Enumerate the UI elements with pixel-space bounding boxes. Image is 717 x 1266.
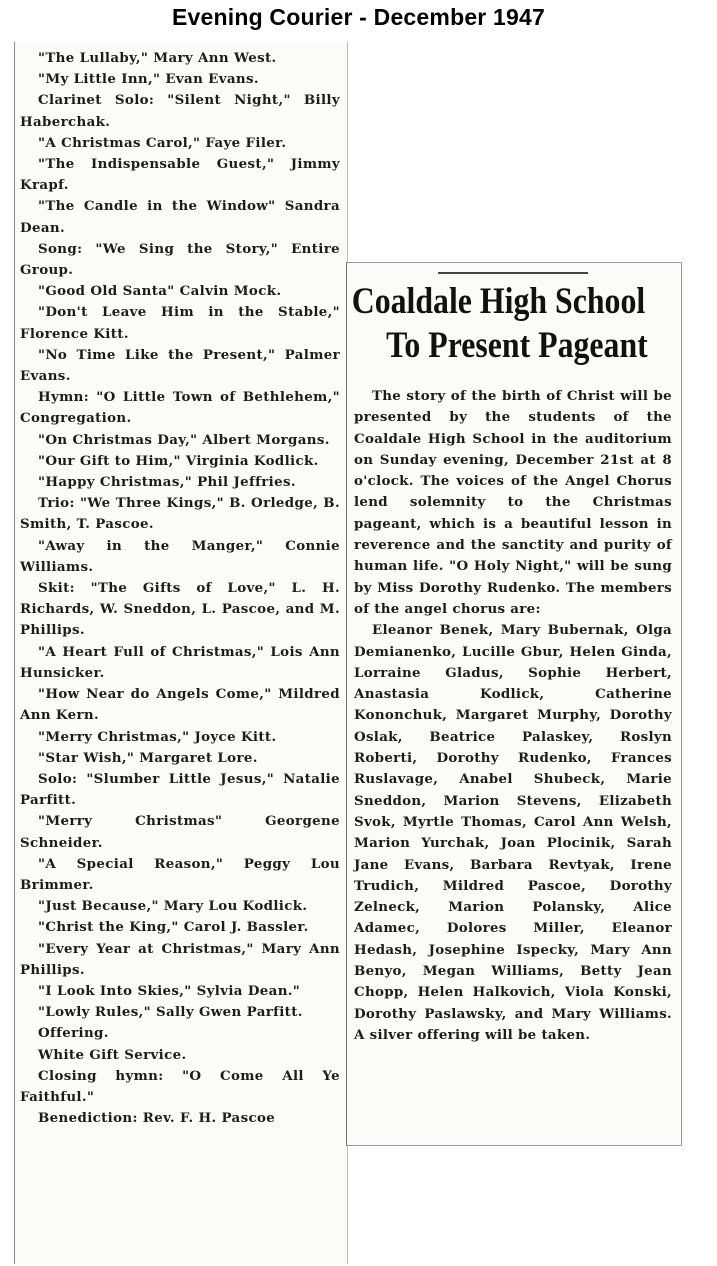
program-entry: Song: "We Sing the Story," Entire Group.: [20, 240, 340, 279]
program-entry: "Happy Christmas," Phil Jeffries.: [38, 474, 296, 491]
program-entry: Benediction: Rev. F. H. Pascoe: [38, 1110, 276, 1127]
program-entry: "Lowly Rules," Sally Gwen Parfitt.: [38, 1004, 303, 1021]
article-headline: [350, 280, 648, 368]
program-entry: Skit: "The Gifts of Love," L. H. Richards, W. Sneddon, L. Pascoe, and M. Phillips.: [20, 580, 340, 639]
program-entry: "A Christmas Carol," Faye Filer.: [38, 134, 287, 151]
program-entry: "A Special Reason," Peggy Lou Brimmer.: [20, 855, 340, 893]
program-entry: "Good Old Santa" Calvin Mock.: [38, 283, 282, 300]
program-entry: "How Near do Angels Come," Mildred Ann Kern.: [20, 686, 340, 724]
program-entry: "Merry Christmas" Georgene Schneider.: [20, 813, 340, 851]
program-entry: "No Time Like the Present," Palmer Evans.: [20, 346, 340, 385]
program-entry: "Every Year at Christmas," Mary Ann Phillips.: [20, 940, 340, 978]
program-entry: "Don't Leave Him in the Stable," Florence Kitt.: [20, 304, 340, 342]
program-entry: Hymn: "O Little Town of Bethlehem," Congregation.: [20, 389, 340, 427]
program-entry: "Merry Christmas," Joyce Kitt.: [38, 728, 277, 745]
article-paragraph: The story of the birth of Christ will be presented by the students of the Coaldale High School in the auditorium on Sunday evening, December 21st at 8 o'clock. The voices of the Angel Chorus lend solemnity to the Christmas pageant, which is a beautiful lesson in reverence and the sanctity and purity of human life. "O Holy Night," will be sung by Miss Dorothy Rudenko. The members of the angel chorus are:: [354, 388, 672, 617]
page-title: Evening Courier - December 1947: [171, 4, 546, 30]
program-entry: Clarinet Solo: "Silent Night," Billy Haberchak.: [20, 92, 340, 130]
headline-line-1: Coaldale High School: [351, 281, 646, 322]
program-entry: "The Indispensable Guest," Jimmy Krapf.: [20, 156, 340, 194]
program-entry: Trio: "We Three Kings," B. Orledge, B. Smith, T. Pascoe.: [20, 495, 340, 533]
headline-rule: [438, 272, 588, 274]
headline-line-2: To Present Pageant: [386, 325, 648, 366]
program-entry: Closing hymn: "O Come All Ye Faithful.": [20, 1067, 340, 1105]
program-entry: "The Lullaby," Mary Ann West.: [38, 50, 277, 66]
program-entry: Offering.: [38, 1025, 109, 1042]
program-entry: "I Look Into Skies," Sylvia Dean.": [38, 982, 301, 999]
program-entry: "Away in the Manger," Connie Williams.: [20, 537, 340, 575]
program-entry: "Star Wish," Margaret Lore.: [38, 749, 258, 766]
program-entry: Solo: "Slumber Little Jesus," Natalie Parfitt.: [20, 770, 340, 809]
program-entry: "A Heart Full of Christmas," Lois Ann Hunsicker.: [20, 643, 340, 681]
article-body: [354, 386, 672, 1046]
program-entry: "Just Because," Mary Lou Kodlick.: [38, 898, 308, 915]
program-entry: "Our Gift to Him," Virginia Kodlick.: [38, 452, 319, 469]
program-entry: "The Candle in the Window" Sandra Dean.: [20, 198, 340, 236]
program-entry: "My Little Inn," Evan Evans.: [38, 71, 259, 88]
chorus-members-paragraph: Eleanor Benek, Mary Bubernak, Olga Demianenko, Lucille Gbur, Helen Ginda, Lorraine Gladus, Sophie Herbert, Anastasia Kodlick, Catherine Kononchuk, Margaret Murphy, Dorothy Oslak, Beatrice Palaskey, Roslyn Roberti, Dorothy Rudenko, Frances Ruslavage, Anabel Shubeck, Marie Sneddon, Marion Stevens, Elizabeth Svok, Myrtle Thomas, Carol Ann Welsh, Marion Yurchak, Joan Plocinik, Sarah Jane Evans, Barbara Revtyak, Irene Trudich, Mildred Pascoe, Dorothy Zelneck, Marion Polansky, Alice Adamec, Dolores Miller, Eleanor Hedash, Josephine Ispecky, Mary Ann Benyo, Megan Williams, Betty Jean Chopp, Helen Halkovich, Viola Konski, Dorothy Paslawsky, and Mary Williams. A silver offering will be taken.: [354, 622, 672, 1043]
program-list: [20, 48, 340, 1129]
program-entry: "On Christmas Day," Albert Morgans.: [38, 431, 330, 448]
program-entry: White Gift Service.: [38, 1046, 187, 1063]
program-entry: "Christ the King," Carol J. Bassler.: [38, 919, 309, 936]
